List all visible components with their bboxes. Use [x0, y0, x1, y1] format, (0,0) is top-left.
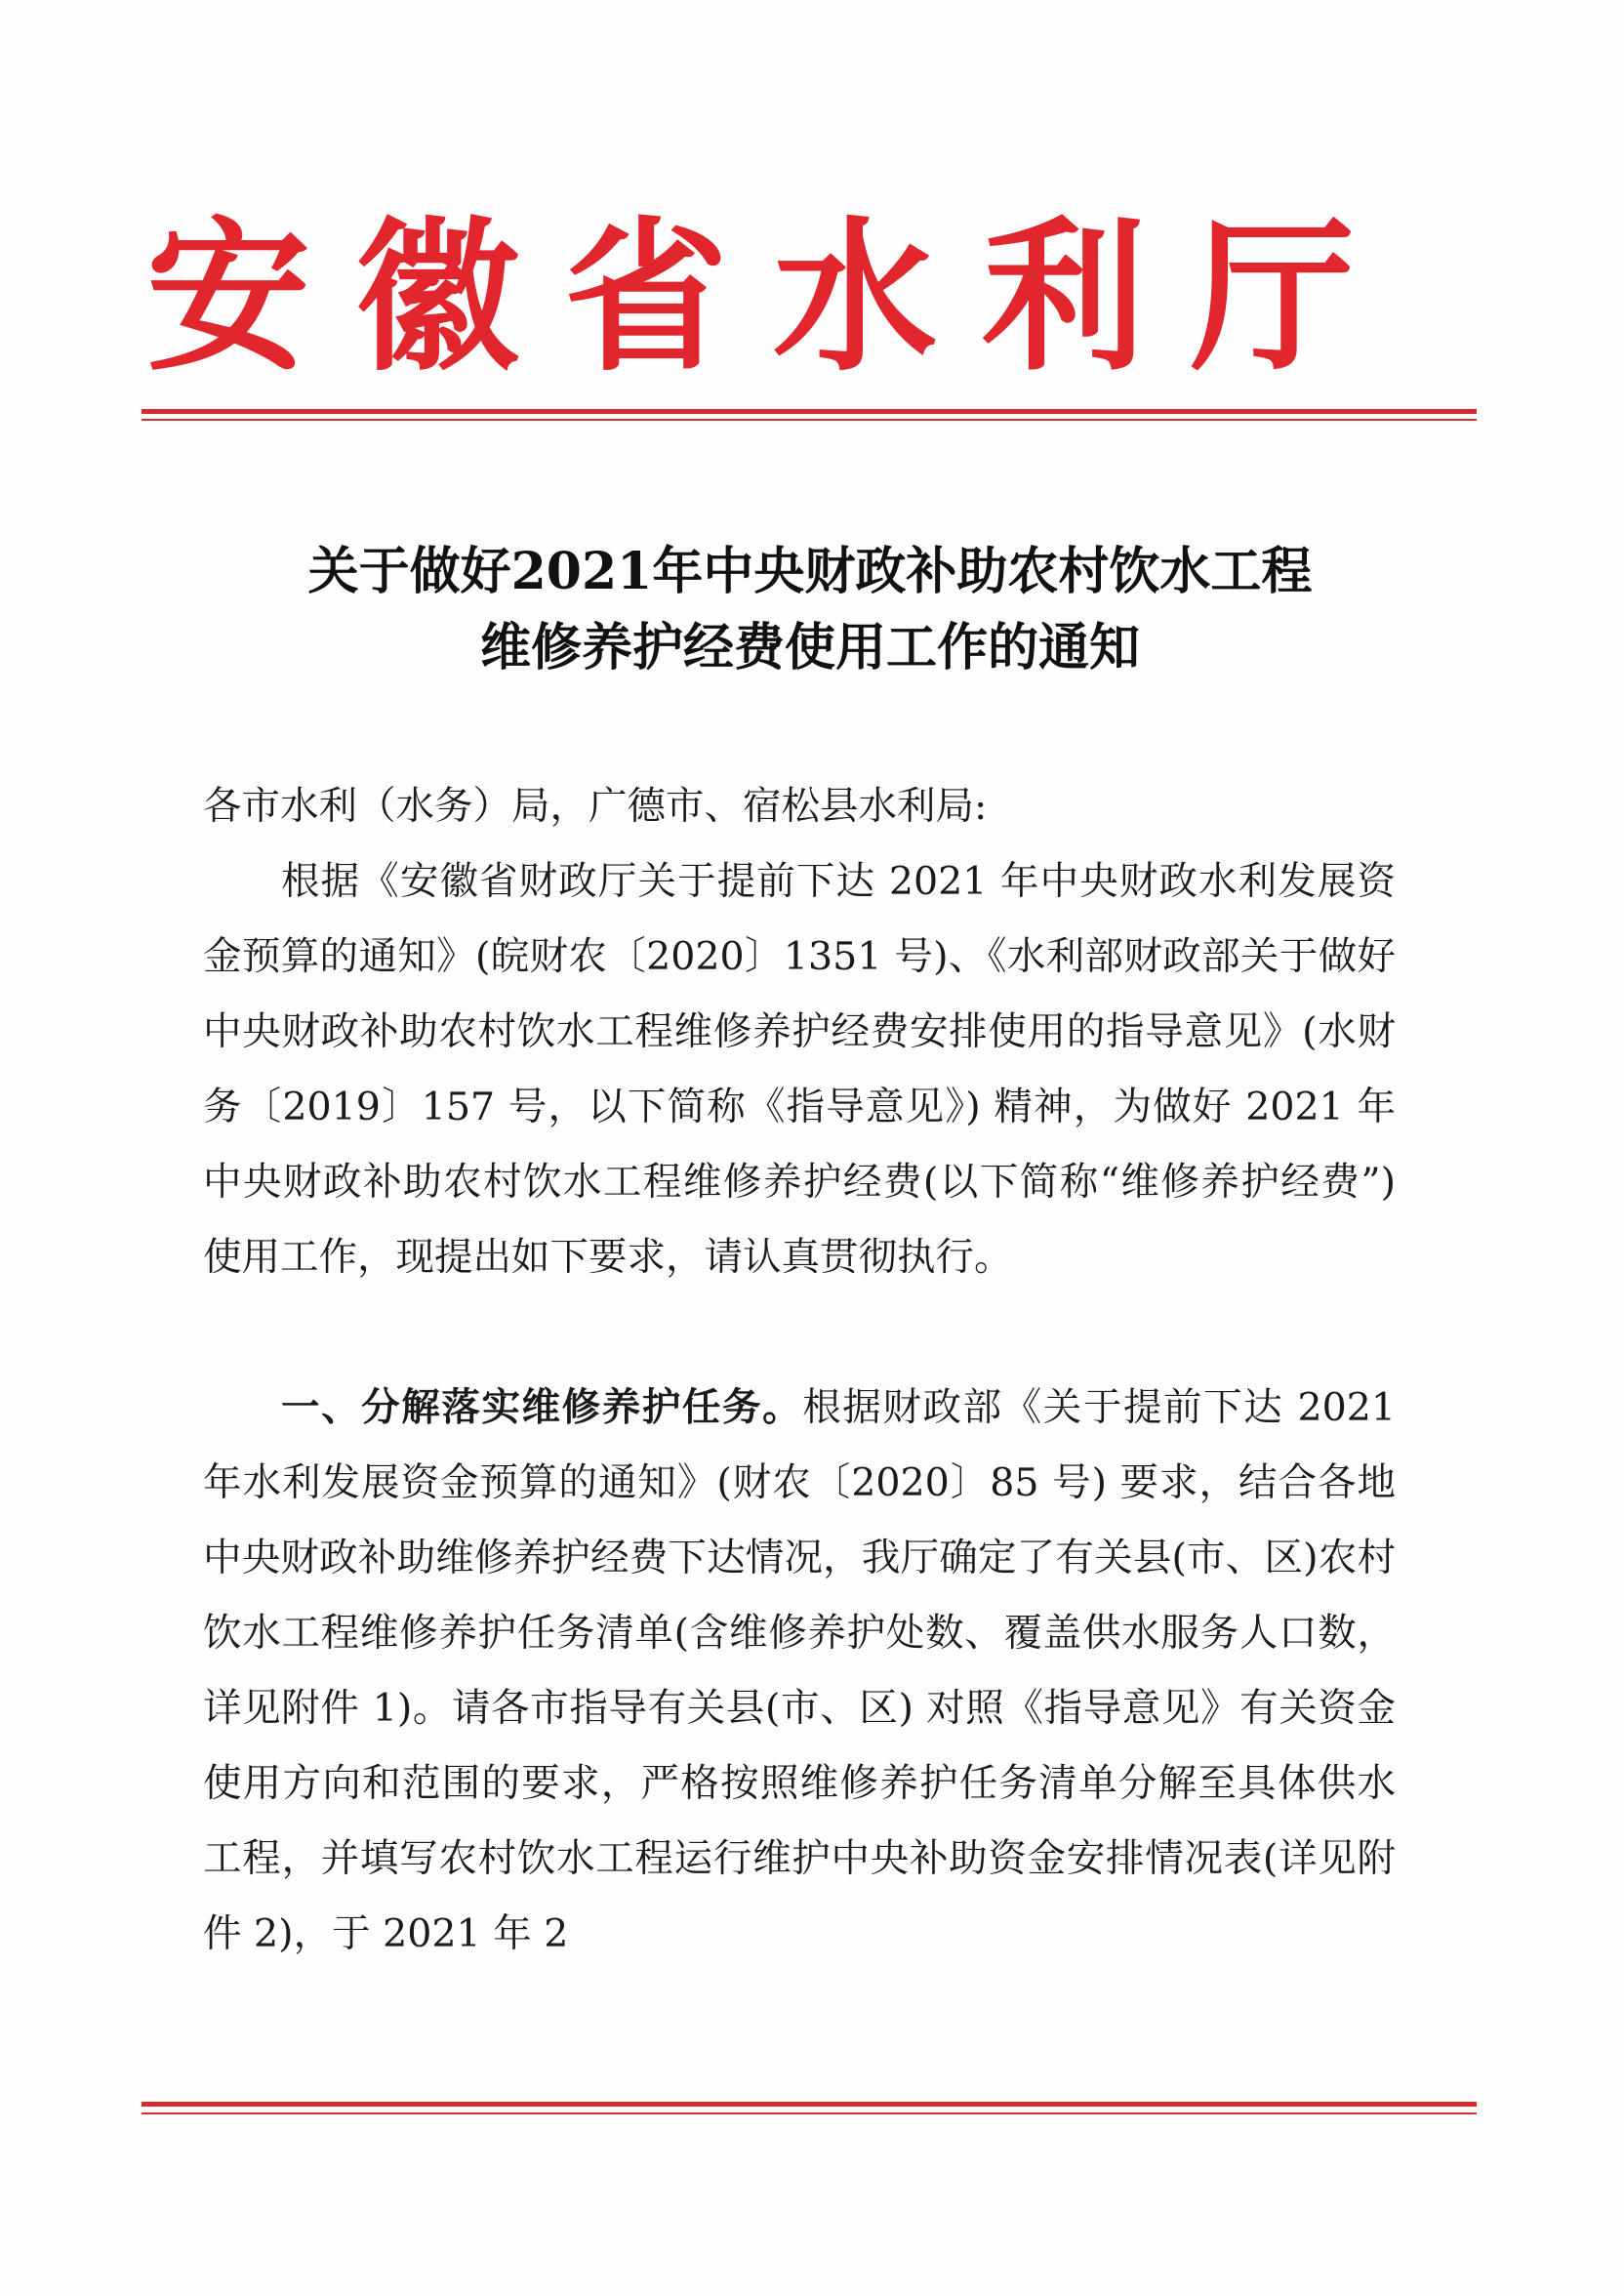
paragraph-section-1: [203, 1371, 1396, 1972]
salutation: 各市水利（水务）局，广德市、宿松县水利局:: [203, 784, 988, 829]
paragraph-intro: 根据《安徽省财政厅关于提前下达 2021 年中央财政水利发展资金预算的通知》(皖财农〔2020〕1351 号)、《水利部财政部关于做好中央财政补助农村饮水工程维修养护经费安排使用的指导意见》(水财务〔2019〕157 号，以下简称《指导意见》) 精神，为做好 2021 年中央财政补助农村饮水工程维修养护经费(以下简称“维修养护经费”) 使用工作，现提出如下要求，请认真贯彻执行。: [203, 859, 1396, 1280]
document-title-line-2: 维修养护经费使用工作的通知: [479, 618, 1140, 677]
section-1-text: 根据财政部《关于提前下达 2021 年水利发展资金预算的通知》(财农〔2020〕85 号) 要求，结合各地中央财政补助维修养护经费下达情况，我厅确定了有关县(市、区)农村饮水工程维修养护任务清单(含维修养护处数、覆盖供水服务人口数，详见附件 1)。请各市指导有关县(市、区) 对照《指导意见》有关资金使用方向和范围的要求，严格按照维修养护任务清单分解至具体供水工程，并填写农村饮水工程运行维护中央补助资金安排情况表(详见附件 2)，于 2021 年 2: [203, 1385, 1396, 1956]
document-title-line-1: 关于做好2021年中央财政补助农村饮水工程: [307, 542, 1313, 601]
section-1-heading: 一、分解落实维修养护任务。: [281, 1385, 803, 1430]
masthead-org-name: 安徽省水利厅: [146, 202, 1400, 393]
red-rule-bottom-thin: [142, 2112, 1477, 2114]
red-rule-top-thin: [142, 419, 1477, 421]
red-rule-bottom-thick: [142, 2102, 1477, 2107]
red-rule-top-thick: [142, 409, 1477, 414]
